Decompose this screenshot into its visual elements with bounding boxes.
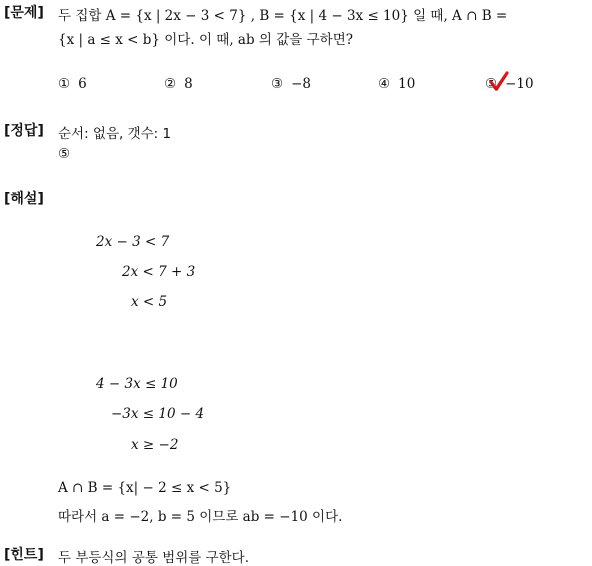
answer-label: [정답] bbox=[4, 123, 44, 139]
problem-line-1: 두 집합 A = {x | 2x − 3 < 7} , B = {x | 4 − 3x ≤ 10} 일 때, A ∩ B = bbox=[58, 8, 508, 24]
choice-4-value: 10 bbox=[398, 76, 416, 92]
choice-4-number: ④ bbox=[378, 76, 391, 92]
problem-line-2: {x | a ≤ x < b} 이다. 이 때, ab 의 값을 구하면? bbox=[58, 32, 353, 48]
solution-label: [해설] bbox=[4, 191, 44, 207]
choice-4[interactable] bbox=[378, 76, 415, 92]
choice-3-value: −8 bbox=[291, 76, 312, 92]
solution-conclusion: 따라서 a = −2, b = 5 이므로 ab = −10 이다. bbox=[58, 509, 343, 525]
solution-intersection: A ∩ B = {x| − 2 ≤ x < 5} bbox=[58, 480, 232, 496]
choice-1-number: ① bbox=[58, 76, 71, 92]
checkmark-icon bbox=[489, 70, 509, 92]
choice-3-number: ③ bbox=[271, 76, 284, 92]
solution-step-5: −3x ≤ 10 − 4 bbox=[111, 406, 205, 422]
choice-5-value: −10 bbox=[505, 76, 534, 92]
choice-1-value: 6 bbox=[78, 76, 87, 92]
hint-label: [힌트] bbox=[4, 547, 44, 563]
problem-label: [문제] bbox=[4, 5, 44, 21]
choice-2-number: ② bbox=[164, 76, 177, 92]
answer-order-count: 순서: 없음, 갯수: 1 bbox=[58, 126, 172, 142]
solution-step-1: 2x − 3 < 7 bbox=[96, 234, 170, 250]
choice-1[interactable] bbox=[58, 76, 87, 92]
solution-step-4: 4 − 3x ≤ 10 bbox=[96, 376, 178, 392]
solution-step-2: 2x < 7 + 3 bbox=[122, 264, 196, 280]
choice-2[interactable] bbox=[164, 76, 193, 92]
choice-5-number: ⑤ bbox=[485, 76, 498, 92]
choice-3[interactable] bbox=[271, 76, 311, 92]
answer-value: ⑤ bbox=[58, 146, 71, 162]
choice-2-value: 8 bbox=[184, 76, 193, 92]
hint-text: 두 부등식의 공통 범위를 구한다. bbox=[58, 550, 249, 566]
solution-step-6: x ≥ −2 bbox=[131, 437, 179, 453]
solution-step-3: x < 5 bbox=[131, 294, 168, 310]
